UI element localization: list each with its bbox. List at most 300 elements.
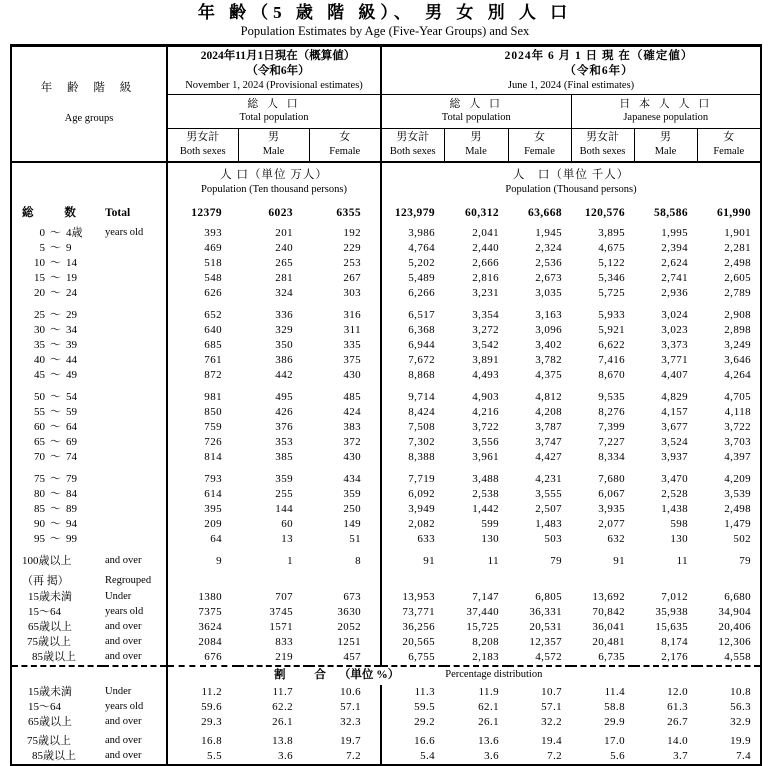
value-cell: 469 (204, 241, 222, 254)
value-cell: 814 (204, 450, 222, 463)
value-cell: 250 (343, 502, 362, 515)
value-cell: 3,024 (661, 308, 689, 321)
value-cell: 4,829 (661, 390, 689, 403)
value-cell: 3,722 (472, 420, 500, 433)
value-cell: 6,944 (381, 338, 444, 353)
value-cell: 1,479 (724, 517, 752, 530)
row-label-en (103, 465, 167, 487)
value-cell: 3624 (198, 620, 222, 633)
panel1-date-header (167, 46, 381, 95)
row-label-en (103, 241, 167, 256)
row-label-en: Under (103, 590, 167, 605)
value-cell: 430 (343, 368, 362, 381)
value-cell: 20,406 (718, 620, 752, 633)
age-from: 0 (39, 226, 45, 239)
value-cell: 13,692 (592, 590, 626, 603)
value-cell: 3,542 (472, 338, 500, 351)
value-cell: 599 (481, 517, 500, 530)
value-cell: 4,572 (535, 650, 563, 663)
row-label-jp (11, 383, 103, 405)
value-cell: 4,427 (535, 450, 563, 463)
value-cell: 36,331 (529, 605, 563, 618)
value-cell: 12,357 (529, 635, 563, 648)
percent-header-spacer (11, 666, 167, 685)
row-label-jp (11, 420, 103, 435)
value-cell: 3,023 (661, 323, 689, 336)
percent-unit-label: （単位 %） (338, 669, 400, 682)
value-cell: 685 (204, 338, 222, 351)
age-from: 60 (34, 420, 45, 433)
panel2-date-header (381, 46, 761, 95)
value-cell: 7,508 (381, 420, 444, 435)
age-groups-label-jp: 年 齢 階 級 (40, 82, 138, 95)
value-cell: 7,680 (598, 472, 626, 485)
value-cell: 209 (204, 517, 222, 530)
age-to: 4歳 (66, 226, 83, 239)
value-cell: 37,440 (466, 605, 500, 618)
unit-row-label-spacer (11, 162, 167, 203)
value-cell: 12.0 (667, 685, 689, 698)
age-to: 19 (66, 271, 77, 284)
page-title: 年 齢（5 歳 階 級）、 男 女 別 人 口 (197, 3, 573, 22)
value-cell: 265 (275, 256, 293, 269)
percent-header-cell (167, 666, 761, 685)
value-cell: 518 (204, 256, 222, 269)
value-cell: 29.3 (201, 715, 222, 728)
value-cell: 4,157 (661, 405, 689, 418)
percent-row (11, 700, 761, 715)
value-cell: 6,622 (598, 338, 626, 351)
value-cell: 35,938 (655, 605, 689, 618)
value-cell: 6355 (336, 206, 362, 219)
row-label-en: Regrouped (103, 569, 167, 590)
value-cell: 91 (613, 554, 626, 567)
value-cell: 503 (544, 532, 563, 545)
row-label-en (103, 323, 167, 338)
panel1-date-jp: 2024年11月1日現在（概算値） (200, 50, 356, 62)
value-cell: 652 (204, 308, 222, 321)
age-row (11, 532, 761, 547)
regrouped-row (11, 620, 761, 635)
value-cell: 11.7 (272, 685, 293, 698)
regrouped-row (11, 590, 761, 605)
row-label-jp (11, 517, 103, 532)
value-cell: 6023 (268, 206, 293, 219)
value-cell: 2084 (198, 635, 222, 648)
panel2-japanese-group-header: 日 本 人 人 口 Japanese population (571, 94, 761, 128)
row-label-en: and over (103, 749, 167, 765)
value-cell: 1,945 (535, 226, 563, 239)
value-cell: 10.8 (730, 685, 752, 698)
value-cell: 6,368 (381, 323, 444, 338)
value-cell: 219 (275, 650, 293, 663)
value-cell: 8,208 (472, 635, 500, 648)
value-cell: 316 (343, 308, 362, 321)
value-cell: 350 (275, 338, 293, 351)
row-label-jp (11, 301, 103, 323)
age-from: 20 (34, 286, 45, 299)
value-cell: 614 (204, 487, 222, 500)
value-cell: 329 (275, 323, 293, 336)
value-cell: 4,264 (724, 368, 752, 381)
value-cell: 2,605 (724, 271, 752, 284)
value-cell: 7,416 (598, 353, 626, 366)
col-header-both-sexes: 男女計 Both sexes (381, 128, 444, 162)
value-cell: 1380 (198, 590, 222, 603)
age-from: 30 (34, 323, 45, 336)
row-label-jp (11, 487, 103, 502)
row-label-jp: 総 数 (22, 206, 90, 219)
value-cell: 36,041 (592, 620, 626, 633)
panel2-total-group-header: 総 人 口 Total population (381, 94, 571, 128)
value-cell: 324 (275, 286, 293, 299)
row-label-jp: 85歳以上 (32, 650, 76, 663)
tilde: ～ (50, 517, 61, 530)
value-cell: 3,782 (535, 353, 563, 366)
age-row (11, 226, 761, 241)
age-to: 94 (66, 517, 77, 530)
value-cell: 1571 (269, 620, 293, 633)
value-cell: 4,216 (472, 405, 500, 418)
value-cell: 120,576 (584, 206, 626, 219)
value-cell: 130 (481, 532, 500, 545)
tilde: ～ (50, 390, 61, 403)
value-cell: 2,394 (661, 241, 689, 254)
value-cell: 759 (204, 420, 222, 433)
percent-row (11, 715, 761, 730)
value-cell: 1,438 (661, 502, 689, 515)
value-cell: 7,012 (661, 590, 689, 603)
age-row (11, 256, 761, 271)
value-cell: 2,789 (724, 286, 752, 299)
tilde: ～ (50, 256, 61, 269)
value-cell: 434 (343, 472, 362, 485)
row-label-jp (11, 226, 103, 241)
tilde: ～ (50, 323, 61, 336)
value-cell: 3,891 (472, 353, 500, 366)
age-from: 85 (34, 502, 45, 515)
value-cell: 485 (343, 390, 362, 403)
value-cell: 376 (275, 420, 293, 433)
value-cell: 8,424 (381, 405, 444, 420)
value-cell: 2,498 (724, 502, 752, 515)
panel2-date-en: June 1, 2024 (Final estimates) (507, 80, 635, 91)
value-cell: 2,183 (472, 650, 500, 663)
value-cell: 34,904 (718, 605, 752, 618)
value-cell: 3,646 (724, 353, 752, 366)
value-cell: 1 (287, 554, 293, 567)
row-label-en: years old (103, 226, 167, 241)
row-label-jp: 15歳未満 (28, 685, 72, 698)
value-cell: 58,586 (653, 206, 689, 219)
row-label-jp (11, 435, 103, 450)
value-cell: 3,937 (661, 450, 689, 463)
value-cell: 833 (275, 635, 293, 648)
col-header-both-sexes: 男女計 Both sexes (571, 128, 634, 162)
age-to: 14 (66, 256, 77, 269)
row-label-en (103, 301, 167, 323)
row-label-jp: 100歳以上 (22, 554, 72, 567)
value-cell: 26.1 (272, 715, 293, 728)
value-cell: 19.7 (340, 734, 362, 747)
value-cell: 3,949 (381, 502, 444, 517)
row-label-jp (11, 338, 103, 353)
age-row (11, 465, 761, 487)
value-cell: 383 (343, 420, 362, 433)
row-label-jp (11, 241, 103, 256)
value-cell: 3,035 (535, 286, 563, 299)
row-label-en (103, 517, 167, 532)
value-cell: 598 (670, 517, 689, 530)
age-from: 25 (34, 308, 45, 321)
value-cell: 626 (204, 286, 222, 299)
value-cell: 7.2 (547, 749, 563, 762)
value-cell: 79 (739, 554, 752, 567)
value-cell: 3,703 (724, 435, 752, 448)
value-cell: 3,747 (535, 435, 563, 448)
value-cell: 2,624 (661, 256, 689, 269)
value-cell: 8,276 (598, 405, 626, 418)
row-label-jp (11, 271, 103, 286)
value-cell: 7,302 (381, 435, 444, 450)
value-cell: 2,816 (472, 271, 500, 284)
value-cell: 123,979 (381, 203, 444, 226)
value-cell: 29.9 (604, 715, 626, 728)
age-to: 24 (66, 286, 77, 299)
row-label-jp (11, 532, 103, 547)
value-cell: 11.2 (201, 685, 222, 698)
age-to: 69 (66, 435, 77, 448)
value-cell: 2,673 (535, 271, 563, 284)
row-label-jp: 75歳以上 (27, 734, 71, 747)
panel2-date-jp: 2024年 6 月 1 日 現 在（確定値） (504, 50, 694, 62)
value-cell: 386 (275, 353, 293, 366)
value-cell: 3,272 (472, 323, 500, 336)
row-label-jp: 75歳以上 (27, 635, 71, 648)
value-cell: 430 (343, 450, 362, 463)
value-cell: 4,764 (381, 241, 444, 256)
value-cell: 2,538 (472, 487, 500, 500)
col-header-male: 男 Male (238, 128, 309, 162)
value-cell: 395 (204, 502, 222, 515)
tilde: ～ (50, 241, 61, 254)
value-cell: 4,208 (535, 405, 563, 418)
value-cell: 32.2 (541, 715, 563, 728)
value-cell: 3,556 (472, 435, 500, 448)
col-header-male: 男 Male (444, 128, 508, 162)
tilde: ～ (50, 435, 61, 448)
age-to: 59 (66, 405, 77, 418)
value-cell: 13.8 (272, 734, 293, 747)
value-cell: 6,517 (381, 301, 444, 323)
value-cell: 130 (670, 532, 689, 545)
row-label-jp: 65歳以上 (28, 715, 72, 728)
value-cell: 3,231 (472, 286, 500, 299)
value-cell: 3,935 (598, 502, 626, 515)
value-cell: 61,990 (716, 206, 752, 219)
value-cell: 7.4 (736, 749, 752, 762)
age-row (11, 547, 761, 569)
age-from: 50 (34, 390, 45, 403)
value-cell: 2052 (337, 620, 362, 633)
value-cell: 2,082 (381, 517, 444, 532)
value-cell: 6,680 (724, 590, 752, 603)
value-cell: 3,961 (472, 450, 500, 463)
value-cell: 1251 (337, 635, 362, 648)
row-label-en (103, 532, 167, 547)
value-cell: 502 (733, 532, 752, 545)
value-cell: 13,953 (381, 590, 444, 605)
value-cell: 4,209 (724, 472, 752, 485)
age-row (11, 271, 761, 286)
value-cell: 1,483 (535, 517, 563, 530)
row-label-en (103, 286, 167, 301)
value-cell: 20,481 (592, 635, 626, 648)
age-row (11, 450, 761, 465)
tilde: ～ (50, 472, 61, 485)
value-cell: 3745 (269, 605, 293, 618)
value-cell: 60 (281, 517, 293, 530)
value-cell: 6,805 (535, 590, 563, 603)
value-cell: 255 (275, 487, 293, 500)
value-cell: 3,986 (381, 226, 444, 241)
col-header-male: 男 Male (634, 128, 697, 162)
row-label-jp: 15歳未満 (28, 590, 72, 603)
row-label-en (103, 502, 167, 517)
age-row (11, 435, 761, 450)
value-cell: 872 (204, 368, 222, 381)
value-cell: 240 (275, 241, 293, 254)
row-label-en: and over (103, 650, 167, 666)
value-cell: 4,705 (724, 390, 752, 403)
value-cell: 442 (275, 368, 293, 381)
header-date-row (11, 46, 761, 95)
age-row (11, 338, 761, 353)
row-label-jp (11, 405, 103, 420)
age-to: 9 (66, 241, 72, 254)
tilde: ～ (50, 487, 61, 500)
value-cell: 353 (275, 435, 293, 448)
value-cell: 2,077 (598, 517, 626, 530)
value-cell: 2,281 (724, 241, 752, 254)
value-cell: 20,531 (529, 620, 563, 633)
age-row (11, 241, 761, 256)
row-label-en: years old (103, 605, 167, 620)
age-from: 40 (34, 353, 45, 366)
percent-row (11, 730, 761, 749)
age-to: 84 (66, 487, 77, 500)
value-cell: 4,493 (472, 368, 500, 381)
tilde: ～ (50, 368, 61, 381)
value-cell: 3,163 (535, 308, 563, 321)
age-to: 29 (66, 308, 77, 321)
value-cell: 56.3 (730, 700, 752, 713)
value-cell: 7.2 (346, 749, 362, 762)
value-cell: 3,722 (724, 420, 752, 433)
value-cell: 11 (676, 554, 689, 567)
value-cell: 8 (355, 554, 362, 567)
value-cell: 10.7 (541, 685, 563, 698)
value-cell: 13 (281, 532, 293, 545)
value-cell: 253 (343, 256, 362, 269)
value-cell: 7,399 (598, 420, 626, 433)
value-cell: 14.0 (667, 734, 689, 747)
value-cell: 303 (343, 286, 362, 299)
value-cell: 267 (343, 271, 362, 284)
panel2-unit-header: 人 口（単位 千人） Population (Thousand persons) (381, 162, 761, 203)
value-cell: 7,227 (598, 435, 626, 448)
value-cell: 981 (204, 390, 222, 403)
value-cell: 5.4 (381, 749, 444, 765)
age-from: 80 (34, 487, 45, 500)
value-cell: 3.7 (673, 749, 689, 762)
tilde: ～ (50, 286, 61, 299)
col-header-female: 女 Female (309, 128, 381, 162)
regrouped-row (11, 605, 761, 620)
value-cell: 281 (275, 271, 293, 284)
value-cell: 633 (381, 532, 444, 547)
row-label-jp: （再 掲） (22, 574, 69, 587)
value-cell: 3,402 (535, 338, 563, 351)
value-cell: 2,498 (724, 256, 752, 269)
tilde: ～ (50, 338, 61, 351)
value-cell: 4,675 (598, 241, 626, 254)
value-cell: 16.8 (201, 734, 222, 747)
regrouped-row (11, 650, 761, 666)
value-cell: 4,558 (724, 650, 752, 663)
value-cell: 3,470 (661, 472, 689, 485)
value-cell: 29.2 (381, 715, 444, 730)
age-to: 99 (66, 532, 77, 545)
col-header-both-sexes: 男女計 Both sexes (167, 128, 238, 162)
age-row (11, 286, 761, 301)
value-cell: 3,373 (661, 338, 689, 351)
tilde: ～ (50, 532, 61, 545)
age-row (11, 487, 761, 502)
row-label-en: Under (103, 685, 167, 700)
age-row (11, 420, 761, 435)
age-from: 65 (34, 435, 45, 448)
value-cell: 79 (550, 554, 563, 567)
value-cell: 2,666 (472, 256, 500, 269)
age-from: 45 (34, 368, 45, 381)
row-label-en (103, 420, 167, 435)
value-cell: 495 (275, 390, 293, 403)
value-cell: 59.6 (201, 700, 222, 713)
tilde: ～ (50, 353, 61, 366)
row-label-en (103, 435, 167, 450)
age-to: 54 (66, 390, 77, 403)
age-to: 79 (66, 472, 77, 485)
value-cell: 8,670 (598, 368, 626, 381)
value-cell: 4,231 (535, 472, 563, 485)
age-from: 70 (34, 450, 45, 463)
value-cell: 2,936 (661, 286, 689, 299)
value-cell: 15,725 (466, 620, 500, 633)
age-row (11, 502, 761, 517)
age-from: 35 (34, 338, 45, 351)
percent-row (11, 749, 761, 765)
value-cell: 11.4 (604, 685, 626, 698)
col-header-female: 女 Female (508, 128, 571, 162)
value-cell: 336 (275, 308, 293, 321)
tilde: ～ (50, 226, 61, 239)
row-label-en: and over (103, 547, 167, 569)
value-cell: 3,787 (535, 420, 563, 433)
value-cell: 3,677 (661, 420, 689, 433)
value-cell: 32.3 (340, 715, 362, 728)
value-cell: 64 (210, 532, 222, 545)
